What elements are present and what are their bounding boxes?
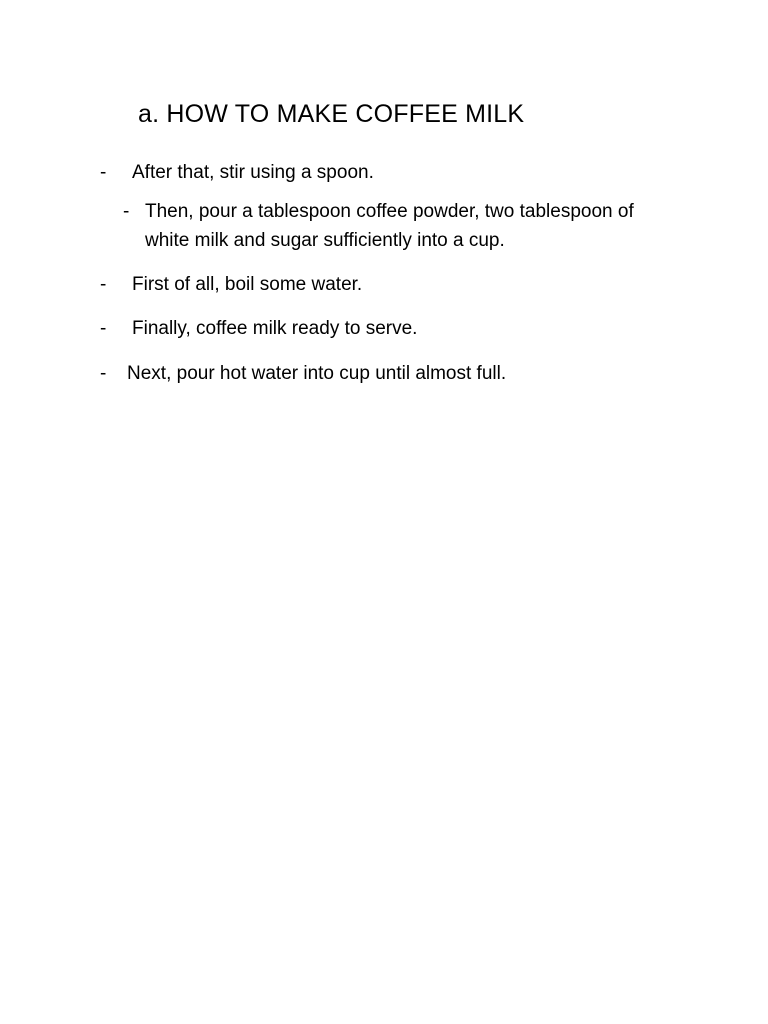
list-item-text: Then, pour a tablespoon coffee powder, two tablespoon of white milk and sugar sufficiently into a cup. [145, 201, 634, 251]
list-item-text: First of all, boil some water. [132, 274, 363, 295]
list-item-text: Finally, coffee milk ready to serve. [132, 318, 418, 339]
bullet-dash: - [123, 201, 130, 222]
bullet-dash: - [100, 318, 107, 339]
list-item-text: After that, stir using a spoon. [132, 162, 374, 183]
list-item-text: Next, pour hot water into cup until almost full. [127, 363, 507, 384]
bullet-dash: - [100, 274, 107, 295]
bullet-dash: - [100, 363, 107, 384]
bullet-dash: - [100, 162, 107, 183]
document-title: a. HOW TO MAKE COFFEE MILK [138, 100, 525, 128]
